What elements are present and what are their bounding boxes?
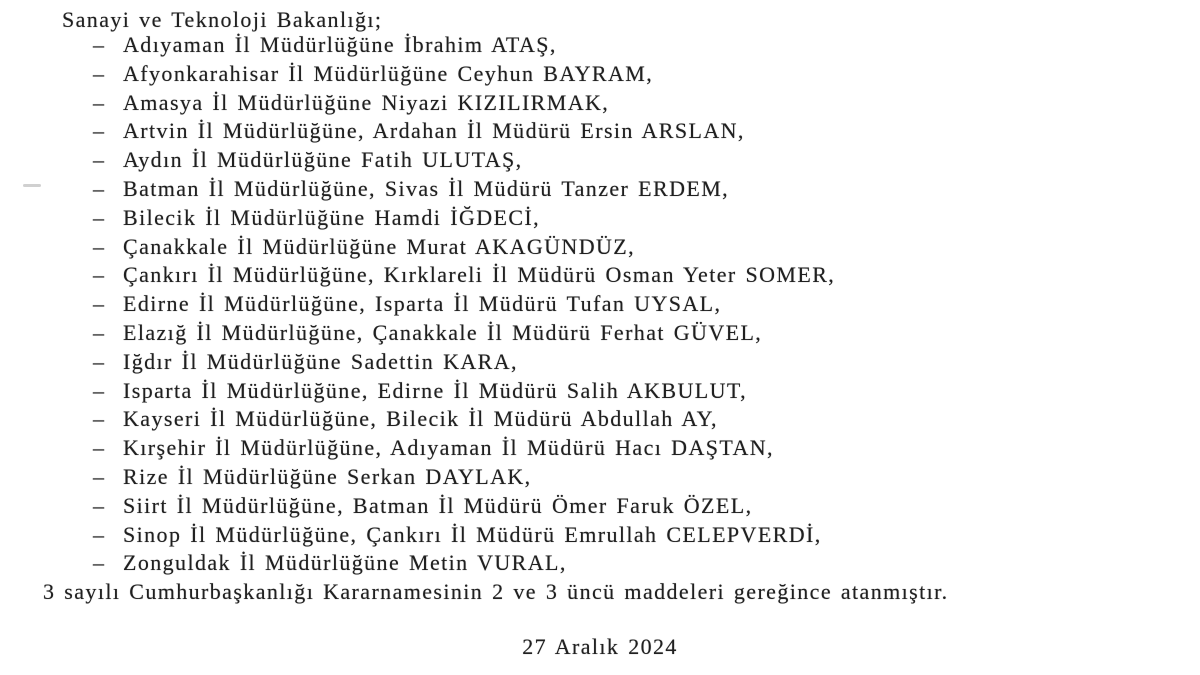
appointment-text: Siirt İl Müdürlüğüne, Batman İl Müdürü Ömer Faruk ÖZEL, [123, 492, 753, 518]
appointment-text: Sinop İl Müdürlüğüne, Çankırı İl Müdürü Emrullah CELEPVERDİ, [123, 521, 822, 547]
dash-marker: – [93, 492, 106, 518]
appointment-item [43, 549, 1143, 578]
appointment-item [43, 319, 1143, 348]
dash-marker: – [93, 233, 106, 259]
dash-marker: – [93, 89, 106, 115]
appointment-item [43, 204, 1143, 233]
dash-marker: – [93, 550, 106, 576]
appointment-text: Amasya İl Müdürlüğüne Niyazi KIZILIRMAK, [123, 89, 610, 115]
appointment-text: Kayseri İl Müdürlüğüne, Bilecik İl Müdürü Abdullah AY, [123, 406, 718, 432]
dash-marker: – [93, 147, 106, 173]
appointment-text: Çanakkale İl Müdürlüğüne Murat AKAGÜNDÜZ, [123, 233, 636, 259]
appointment-text: Rize İl Müdürlüğüne Serkan DAYLAK, [123, 463, 532, 489]
dash-marker: – [93, 435, 106, 461]
appointment-item [43, 146, 1143, 175]
appointment-item [43, 405, 1143, 434]
appointment-item [43, 492, 1143, 521]
appointment-text: Edirne İl Müdürlüğüne, Isparta İl Müdürü Tufan UYSAL, [123, 291, 722, 317]
appointment-item [43, 434, 1143, 463]
dash-marker: – [93, 319, 106, 345]
appointment-item [43, 31, 1143, 60]
dash-marker: – [93, 521, 106, 547]
appointment-item [43, 290, 1143, 319]
dash-marker: – [93, 348, 106, 374]
appointment-item [43, 60, 1143, 89]
dash-marker: – [93, 262, 106, 288]
appointment-text: Bilecik İl Müdürlüğüne Hamdi İĞDECİ, [123, 204, 541, 230]
appointment-item [43, 377, 1143, 406]
appointment-item [43, 117, 1143, 146]
appointment-list [43, 31, 1143, 578]
appointment-text: Adıyaman İl Müdürlüğüne İbrahim ATAŞ, [123, 32, 557, 57]
appointment-text: Artvin İl Müdürlüğüne, Ardahan İl Müdürü Ersin ARSLAN, [123, 118, 745, 144]
dash-marker: – [93, 32, 106, 57]
appointment-item [43, 233, 1143, 262]
scan-smudge-artifact [23, 184, 41, 187]
appointment-item [43, 463, 1143, 492]
dash-marker: – [93, 60, 106, 86]
appointment-text: Çankırı İl Müdürlüğüne, Kırklareli İl Müdürü Osman Yeter SOMER, [123, 262, 836, 288]
dash-marker: – [93, 463, 106, 489]
ministry-heading: Sanayi ve Teknoloji Bakanlığı; [62, 7, 383, 32]
dash-marker: – [93, 406, 106, 432]
appointment-text: Aydın İl Müdürlüğüne Fatih ULUTAŞ, [123, 147, 523, 173]
appointment-text: Batman İl Müdürlüğüne, Sivas İl Müdürü Tanzer ERDEM, [123, 175, 730, 201]
dash-marker: – [93, 204, 106, 230]
appointment-item [43, 261, 1143, 290]
appointment-item [43, 521, 1143, 550]
dash-marker: – [93, 175, 106, 201]
appointment-text: Isparta İl Müdürlüğüne, Edirne İl Müdürü Salih AKBULUT, [123, 377, 748, 403]
closing-statement: 3 sayılı Cumhurbaşkanlığı Kararnamesinin 2 ve 3 üncü maddeleri gereğince atanmıştır. [43, 579, 949, 604]
appointment-text: Zonguldak İl Müdürlüğüne Metin VURAL, [123, 550, 567, 576]
document-date: 27 Aralık 2024 [522, 634, 678, 659]
appointment-text: Elazığ İl Müdürlüğüne, Çanakkale İl Müdürü Ferhat GÜVEL, [123, 319, 763, 345]
appointment-text: Afyonkarahisar İl Müdürlüğüne Ceyhun BAYRAM, [123, 60, 654, 86]
dash-marker: – [93, 118, 106, 144]
dash-marker: – [93, 377, 106, 403]
appointment-text: Iğdır İl Müdürlüğüne Sadettin KARA, [123, 348, 518, 374]
dash-marker: – [93, 291, 106, 317]
appointment-item [43, 89, 1143, 118]
appointment-item [43, 175, 1143, 204]
appointment-item [43, 348, 1143, 377]
appointment-text: Kırşehir İl Müdürlüğüne, Adıyaman İl Müdürü Hacı DAŞTAN, [123, 435, 774, 461]
